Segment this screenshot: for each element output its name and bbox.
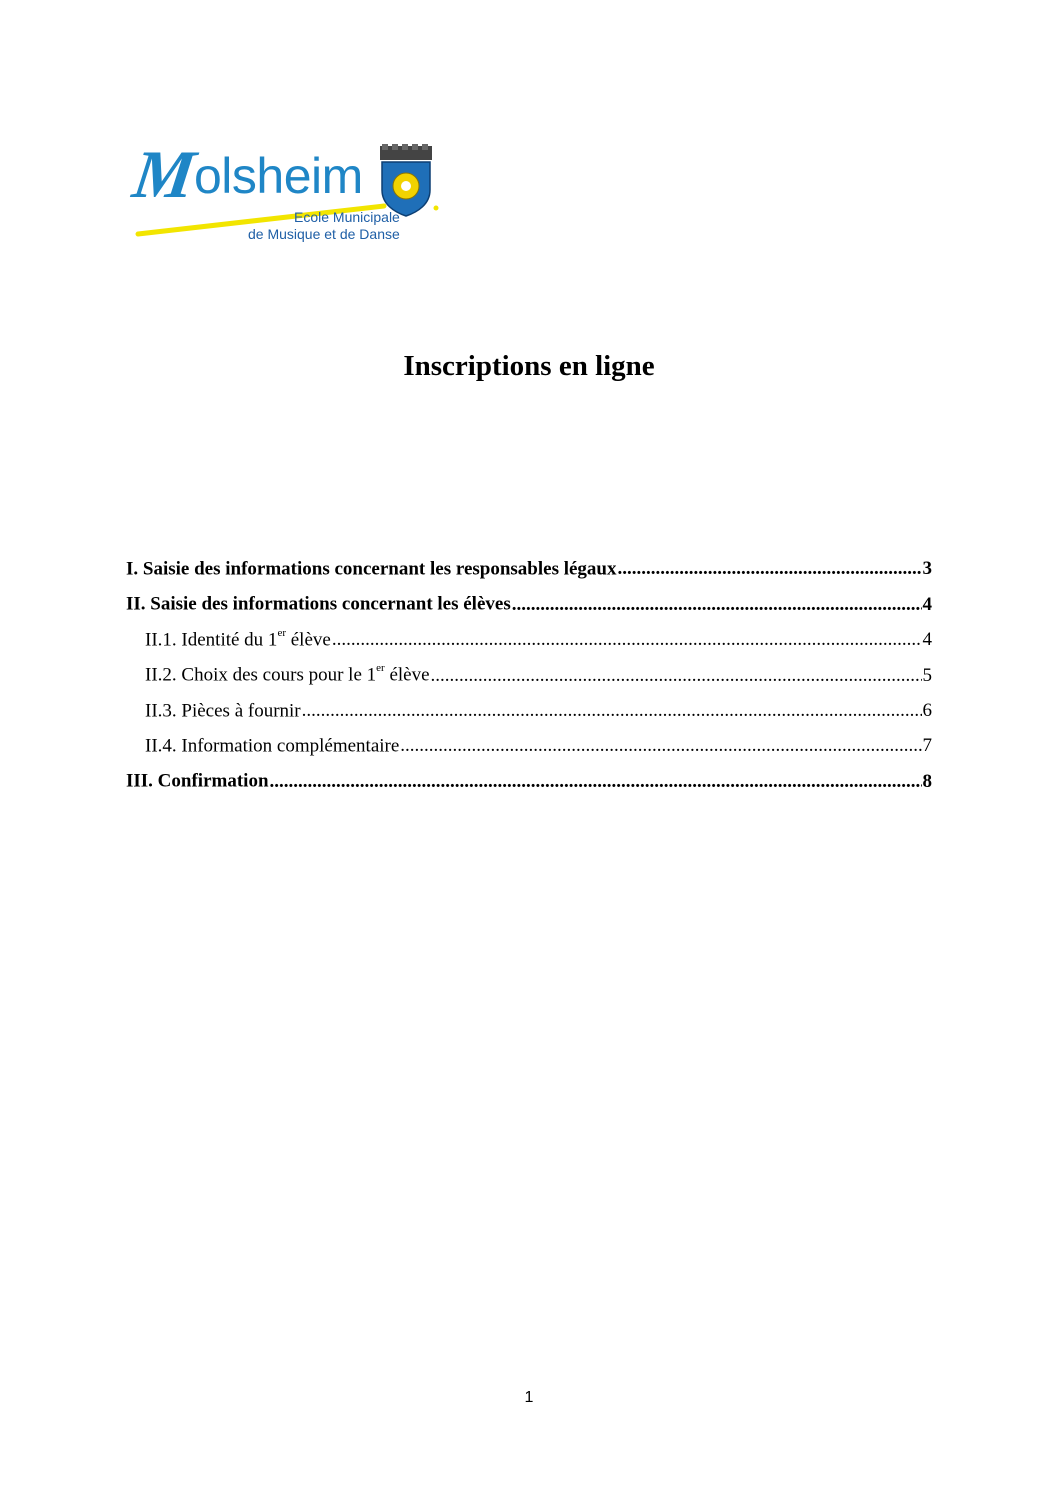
logo-subtitle-line2: de Musique et de Danse — [248, 226, 400, 242]
toc-leader-dots — [332, 627, 922, 653]
toc-entry[interactable] — [126, 586, 932, 621]
logo-name: olsheim — [193, 148, 363, 204]
table-of-contents — [126, 551, 932, 799]
toc-leader-dots — [512, 592, 922, 618]
toc-page-number: 6 — [922, 699, 932, 721]
logo-subtitle-line1: Ecole Municipale — [294, 209, 400, 225]
toc-entry-title: II.2. Choix des cours pour le 1er élève — [145, 662, 430, 686]
toc-leader-dots — [431, 663, 922, 689]
document-title: Inscriptions en ligne — [403, 350, 655, 382]
toc-page-number: 4 — [922, 629, 932, 651]
toc-page-number: 4 — [922, 593, 932, 615]
toc-entry[interactable] — [126, 551, 932, 586]
toc-leader-dots — [302, 698, 922, 724]
toc-page-number: 7 — [922, 735, 932, 757]
toc-entry[interactable] — [126, 763, 932, 798]
toc-entry-title: II.1. Identité du 1er élève — [145, 626, 331, 651]
coat-of-arms-icon — [380, 144, 439, 216]
molsheim-logo — [128, 136, 444, 244]
toc-entry[interactable] — [126, 622, 932, 657]
toc-entry-title: I. Saisie des informations concernant les responsables légaux — [126, 558, 617, 580]
toc-page-number: 3 — [922, 558, 932, 580]
page-number: 1 — [524, 1389, 534, 1406]
toc-page-number: 8 — [922, 770, 932, 792]
logo-wordmark — [128, 136, 363, 212]
toc-leader-dots — [618, 556, 922, 582]
toc-entry[interactable] — [126, 693, 932, 728]
toc-leader-dots — [270, 769, 922, 795]
toc-entry-title: II.3. Pièces à fournir — [145, 699, 301, 721]
toc-leader-dots — [400, 733, 921, 759]
toc-entry[interactable] — [126, 657, 932, 692]
toc-page-number: 5 — [922, 664, 932, 686]
toc-entry-title: III. Confirmation — [126, 770, 269, 792]
toc-entry[interactable] — [126, 728, 932, 763]
toc-entry-title: II.4. Information complémentaire — [145, 735, 400, 757]
toc-entry-title: II. Saisie des informations concernant les élèves — [126, 593, 511, 615]
logo-initial: M — [128, 136, 200, 212]
